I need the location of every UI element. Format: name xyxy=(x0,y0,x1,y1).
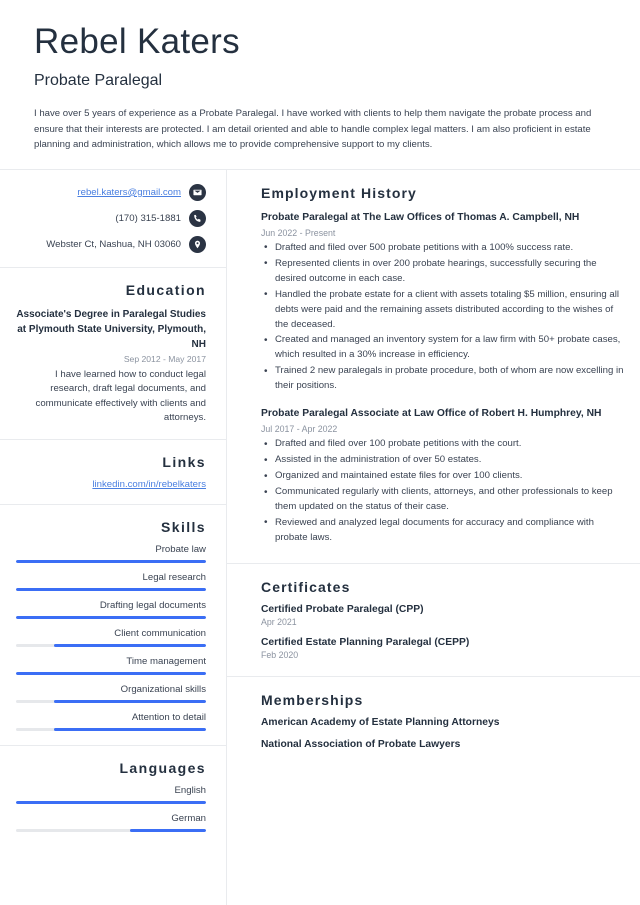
skill-level-fill xyxy=(16,616,206,619)
skill-level-fill xyxy=(16,672,206,675)
job-bullet: • Drafted and filed over 100 probate petitions with the court. xyxy=(261,437,624,452)
skill-label: Probate law xyxy=(155,544,206,556)
membership-item: American Academy of Estate Planning Attorneys xyxy=(261,716,500,728)
contact-details-block xyxy=(0,170,226,268)
skill-level-fill xyxy=(54,700,206,703)
memberships-block xyxy=(227,677,640,766)
education-date: Sep 2012 - May 2017 xyxy=(123,353,206,364)
links-block xyxy=(0,440,226,505)
skill-item xyxy=(16,628,206,647)
languages-list xyxy=(16,785,206,832)
language-level-fill xyxy=(16,801,206,804)
job-bullet: • Handled the probate estate for a client with assets totaling $5 million, ensuring all debts were paid and the remaining assets distributed according to the wishes of the deceased. xyxy=(261,288,624,333)
main-column xyxy=(227,170,640,905)
memberships-section-title: Memberships xyxy=(261,691,364,708)
skill-item xyxy=(16,572,206,591)
job-bullet: • Reviewed and analyzed legal documents for accuracy and compliance with probate laws. xyxy=(261,516,624,546)
resume-header xyxy=(0,0,640,169)
skill-label: Drafting legal documents xyxy=(99,600,206,612)
employment-history-block xyxy=(227,170,640,564)
certificate-name: Certified Estate Planning Paralegal (CEPP) xyxy=(261,636,470,648)
skills-section-title: Skills xyxy=(161,519,206,536)
skills-block xyxy=(0,505,226,746)
contact-row-address xyxy=(16,236,206,253)
certificates-section-title: Certificates xyxy=(261,578,351,595)
job-bullet: • Organized and maintained estate files for over 100 clients. xyxy=(261,469,624,484)
language-item xyxy=(16,785,206,804)
skill-level-fill xyxy=(16,560,206,563)
skill-level-bar xyxy=(16,672,206,675)
job-entry xyxy=(261,210,624,394)
certificate-item xyxy=(261,604,624,627)
skill-label: Time management xyxy=(126,656,206,668)
sidebar-column xyxy=(0,170,227,905)
language-label: German xyxy=(171,813,206,825)
job-bullet: • Assisted in the administration of over 50 estates. xyxy=(261,453,624,468)
contact-row-email[interactable] xyxy=(16,184,206,201)
skill-label: Client communication xyxy=(114,628,206,640)
links-section-title: Links xyxy=(162,454,206,471)
job-heading: Probate Paralegal Associate at Law Office of Robert H. Humphrey, NH xyxy=(261,408,602,420)
employment-section-title: Employment History xyxy=(261,184,417,201)
location-pin-icon xyxy=(189,236,206,253)
certificates-block xyxy=(227,564,640,677)
skills-list xyxy=(16,544,206,731)
skill-item xyxy=(16,600,206,619)
phone-number: (170) 315-1881 xyxy=(115,212,181,224)
skill-item xyxy=(16,712,206,731)
email-link[interactable]: rebel.katers@gmail.com xyxy=(77,186,181,198)
skill-item xyxy=(16,656,206,675)
language-item xyxy=(16,813,206,832)
skill-label: Legal research xyxy=(142,572,206,584)
language-label: English xyxy=(174,785,206,797)
job-bullet: • Represented clients in over 200 probate hearings, successfully securing the desired outcome in each case. xyxy=(261,257,624,287)
skill-level-bar xyxy=(16,616,206,619)
skill-item xyxy=(16,684,206,703)
job-date-range: Jul 2017 - Apr 2022 xyxy=(261,424,338,435)
skill-label: Attention to detail xyxy=(131,712,206,724)
language-level-bar xyxy=(16,801,206,804)
job-entry xyxy=(261,406,624,546)
language-level-bar xyxy=(16,829,206,832)
certificate-name: Certified Probate Paralegal (CPP) xyxy=(261,603,424,615)
job-bullet-list xyxy=(261,437,624,546)
envelope-icon xyxy=(189,184,206,201)
job-bullet: • Communicated regularly with clients, attorneys, and other professionals to keep them updated on the status of their case. xyxy=(261,485,624,515)
education-degree: Associate's Degree in Paralegal Studies at Plymouth State University, Plymouth, NH xyxy=(16,308,206,350)
languages-block xyxy=(0,746,226,846)
skill-label: Organizational skills xyxy=(120,684,206,696)
phone-icon xyxy=(189,210,206,227)
skill-level-bar xyxy=(16,728,206,731)
certificate-date: Feb 2020 xyxy=(261,649,299,660)
job-date-range: Jun 2022 - Present xyxy=(261,227,336,238)
membership-item: National Association of Probate Lawyers xyxy=(261,738,461,750)
skill-level-bar xyxy=(16,700,206,703)
education-description: I have learned how to conduct legal research, draft legal documents, and communicate effectively with clients and attorneys. xyxy=(35,368,206,423)
job-bullet: • Trained 2 new paralegals in probate procedure, both of whom are now excelling in their positions. xyxy=(261,364,624,394)
skill-item xyxy=(16,544,206,563)
certificate-date: Apr 2021 xyxy=(261,616,297,627)
job-bullet-list xyxy=(261,241,624,395)
certificate-item xyxy=(261,637,624,660)
linkedin-link[interactable]: linkedin.com/in/rebelkaters xyxy=(92,479,206,491)
languages-section-title: Languages xyxy=(119,760,206,777)
resume-body xyxy=(0,169,640,905)
skill-level-bar xyxy=(16,560,206,563)
page-title: Rebel Katers xyxy=(34,22,240,61)
skill-level-fill xyxy=(16,588,206,591)
skill-level-bar xyxy=(16,644,206,647)
skill-level-bar xyxy=(16,588,206,591)
education-block xyxy=(0,268,226,441)
contact-row-phone xyxy=(16,210,206,227)
job-bullet: • Drafted and filed over 500 probate petitions with a 100% success rate. xyxy=(261,241,624,256)
skill-level-fill xyxy=(54,644,206,647)
skill-level-fill xyxy=(54,728,206,731)
language-level-fill xyxy=(130,829,206,832)
address-text: Webster Ct, Nashua, NH 03060 xyxy=(46,238,181,250)
job-bullet: • Created and managed an inventory system for a law firm with 50+ probate cases, which resulted in a 30% increase in efficiency. xyxy=(261,333,624,363)
education-section-title: Education xyxy=(125,281,206,298)
professional-summary: I have over 5 years of experience as a Probate Paralegal. I have worked with clients to help them navigate the probate process and ensure that their interests are protected. I am detail oriented and able to handle complex legal matters. I am also proficient in estate planning and administration, which allows me to provide comprehensive support to my clients. xyxy=(34,108,592,151)
job-heading: Probate Paralegal at The Law Offices of Thomas A. Campbell, NH xyxy=(261,211,580,223)
job-title-subheading: Probate Paralegal xyxy=(34,72,163,90)
